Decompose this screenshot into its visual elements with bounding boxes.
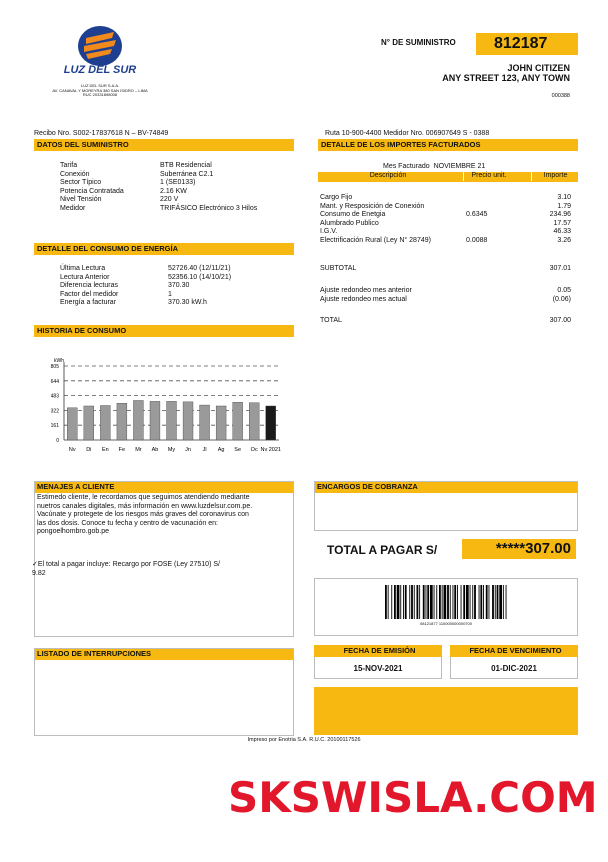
barcode-bar xyxy=(483,585,484,619)
chart-ytick-label: 644 xyxy=(50,378,59,385)
barcode-bar xyxy=(463,585,465,619)
barcode-bar xyxy=(472,585,473,619)
barcode-bar xyxy=(506,585,507,619)
chart-bar xyxy=(233,402,243,440)
barcode-bar xyxy=(499,585,502,619)
barcode-bar xyxy=(495,585,496,619)
issue-date-label: FECHA DE EMISIÓN xyxy=(314,645,442,657)
chart-xtick-label: Ab xyxy=(151,447,159,453)
barcode-bar xyxy=(461,585,462,619)
supply-row-value: TRIFÁSICO Electrónico 3 Hilos xyxy=(160,204,258,212)
chart-ytick-label: 483 xyxy=(50,393,59,400)
collection-title: ENCARGOS DE COBRANZA xyxy=(314,481,578,493)
chart-xtick-label: Nv xyxy=(68,447,76,453)
chart-ytick-label: 0 xyxy=(56,438,59,444)
interruptions-title: LISTADO DE INTERRUPCIONES xyxy=(34,648,294,660)
adjust-prev-label: Ajuste redondeo mes anterior xyxy=(320,287,412,294)
billing-period-value: NOVIEMBRE 21 xyxy=(433,163,486,170)
barcode-bar xyxy=(439,585,441,619)
barcode-bar xyxy=(436,585,437,619)
consumption-row-key: Factor del medidor xyxy=(60,290,119,298)
customer-address: ANY STREET 123, ANY TOWN xyxy=(442,73,570,83)
barcode-bar xyxy=(400,585,401,619)
billing-line-price: 0.6345 xyxy=(466,211,488,219)
chart-xtick-label: Ag xyxy=(217,447,225,453)
barcode-bar xyxy=(474,585,476,619)
customer-code: 000388 xyxy=(551,93,570,99)
supply-row xyxy=(60,196,290,205)
barcode-bar xyxy=(480,585,482,619)
due-date-label: FECHA DE VENCIMIENTO xyxy=(450,645,578,657)
supply-row-key: Potencia Contratada xyxy=(60,187,124,195)
pay-label: TOTAL A PAGAR S/ xyxy=(327,543,438,557)
consumption-row xyxy=(60,299,290,308)
chart-xtick-label: Jl xyxy=(202,447,207,453)
customer-block xyxy=(380,63,570,83)
billing-line-price: 0.0088 xyxy=(466,236,488,244)
consumption-row-value: 370.30 xyxy=(168,282,190,290)
barcode-bar xyxy=(427,585,429,619)
barcode-bar xyxy=(403,585,404,619)
consumption-row-key: Lectura Anterior xyxy=(60,273,110,281)
chart-bar xyxy=(249,403,259,440)
consumption-row xyxy=(60,274,290,283)
barcode-bar xyxy=(492,585,494,619)
interruptions-box xyxy=(34,648,294,736)
chart-bar xyxy=(133,400,143,440)
billing-period xyxy=(383,163,485,172)
billing-line-amount: 234.96 xyxy=(549,211,571,219)
barcode-bar xyxy=(385,585,387,619)
barcode-bar xyxy=(397,585,400,619)
barcode-bar xyxy=(419,585,420,619)
billing-line-desc: Alumbrado Publico xyxy=(320,219,379,227)
chart-ytick-label: 161 xyxy=(50,423,59,430)
billing-line xyxy=(320,220,571,229)
supply-row xyxy=(60,162,290,171)
chart-bar xyxy=(266,406,276,440)
subtotal-label: SUBTOTAL xyxy=(320,265,357,272)
billing-header-amount: Importe xyxy=(531,172,579,181)
supply-details-list xyxy=(60,162,290,214)
barcode-bar xyxy=(423,585,425,619)
consumption-row xyxy=(60,291,290,300)
barcode-bar xyxy=(414,585,415,619)
collection-box xyxy=(314,481,578,531)
chart-bar xyxy=(167,401,177,440)
barcode-bar xyxy=(479,585,480,619)
supply-details-title: DATOS DEL SUMINISTRO xyxy=(34,139,294,151)
history-title: HISTORIA DE CONSUMO xyxy=(34,325,294,337)
chart-xtick-label: Nv 2021 xyxy=(260,447,281,453)
subtotal-value: 307.01 xyxy=(549,265,571,272)
billing-line-amount: 17.57 xyxy=(553,219,571,227)
consumption-row xyxy=(60,265,290,274)
supply-row-key: Sector Típico xyxy=(60,179,102,187)
billing-header-row xyxy=(318,172,578,182)
consumption-row-key: Energía a facturar xyxy=(60,299,117,307)
billing-line-amount: 46.33 xyxy=(553,228,571,236)
billing-total xyxy=(320,317,571,326)
barcode-bar xyxy=(444,585,447,619)
chart-bar xyxy=(84,406,94,440)
barcode-bar xyxy=(454,585,456,619)
barcode xyxy=(385,585,507,621)
pay-amount: *****307.00 xyxy=(462,539,576,559)
chart-bar xyxy=(67,408,77,440)
billing-adjust-curr xyxy=(320,296,571,305)
barcode-bar xyxy=(447,585,449,619)
chart-xtick-label: Oc xyxy=(250,447,258,453)
chart-bar xyxy=(183,402,193,440)
receipt-number: Recibo Nro. S002-17837618 N – BV-74849 xyxy=(34,130,169,137)
billing-line xyxy=(320,237,571,246)
supply-row-value: 220 V xyxy=(160,196,179,204)
barcode-bar xyxy=(457,585,458,619)
total-value: 307.00 xyxy=(549,317,571,324)
barcode-bar xyxy=(391,585,392,619)
consumption-title: DETALLE DEL CONSUMO DE ENERGÍA xyxy=(34,243,294,255)
route-line: Ruta 10-900-4400 Medidor Nro. 006907649 S - 0388 xyxy=(325,130,490,137)
company-logo xyxy=(50,24,150,84)
supply-number: 812187 xyxy=(476,33,578,55)
chart-ytick-label: 322 xyxy=(50,408,59,415)
chart-xtick-label: Fe xyxy=(118,447,126,453)
chart-xtick-label: En xyxy=(101,447,109,453)
chart-ylabel: kWh xyxy=(54,358,64,364)
chart-bar xyxy=(100,406,110,440)
billing-header-description: Descripción xyxy=(369,172,407,179)
supply-row-key: Medidor xyxy=(60,204,86,212)
barcode-bar xyxy=(394,585,396,619)
barcode-bar xyxy=(453,585,454,619)
chart-xtick-label: Jn xyxy=(185,447,191,453)
billing-line-amount: 3.10 xyxy=(557,194,571,201)
chart-ytick-label: 805 xyxy=(50,364,59,370)
billing-line-desc: Consumo de Enetgia xyxy=(320,211,386,219)
watermark: SKSWISLA.COM xyxy=(228,773,598,822)
company-ruc: RUC 20331898008 xyxy=(82,92,118,97)
supply-row-value: Suberránea C2.1 xyxy=(160,170,214,178)
supply-row-key: Tarifa xyxy=(60,162,78,169)
billing-line-amount: 3.26 xyxy=(557,236,571,244)
barcode-bar xyxy=(434,585,435,619)
company-legal-name: LUZ DEL SUR S.A.A. xyxy=(80,83,120,88)
total-label: TOTAL xyxy=(320,317,342,324)
billing-line xyxy=(320,211,571,220)
billing-lines xyxy=(320,194,571,246)
issue-date-value: 15-NOV-2021 xyxy=(353,664,403,673)
supply-row xyxy=(60,171,290,180)
consumption-row-key: Diferencia lecturas xyxy=(60,282,118,290)
billing-line-desc: Mant. y Resposición de Conexión xyxy=(320,202,425,210)
supply-row-key: Nivel Tensión xyxy=(60,196,102,204)
consumption-row-value: 1 xyxy=(168,290,172,298)
supply-row xyxy=(60,179,290,188)
billing-header-price: Precio unit. xyxy=(463,172,514,181)
messages-note: ✓El total a pagar incluye: Recargo por FOSE (Ley 27510) S/ 9.82 xyxy=(32,561,220,577)
supply-row-value: 2.16 KW xyxy=(160,187,187,195)
customer-name: JOHN CITIZEN xyxy=(507,63,570,73)
barcode-bar xyxy=(503,585,504,619)
barcode-bar xyxy=(411,585,413,619)
messages-body: Estimedo cliente, le recordamos que seguimos atendiendo mediante nuetros canales digitales, más información en www.luzdelsur.com.pe. Vacúnate y protegete de los riesgos más graves del coronavirus con las dos dosis. Conoce tu fecha y centro de vacunación en: pongoelhombro.gob.pe xyxy=(37,494,253,536)
yellow-stub xyxy=(314,687,578,735)
supply-row xyxy=(60,188,290,197)
consumption-list xyxy=(60,265,290,308)
adjust-curr-value: (0.06) xyxy=(552,296,571,303)
chart-xtick-label: Mr xyxy=(135,447,142,453)
billing-line xyxy=(320,203,571,212)
billing-title: DETALLE DE LOS IMPORTES FACTURADOS xyxy=(318,139,578,151)
chart-xtick-label: My xyxy=(167,447,176,453)
chart-xtick-label: Se xyxy=(234,447,242,453)
consumption-row-value: 370.30 kW.h xyxy=(168,299,207,307)
barcode-bar xyxy=(430,585,433,619)
billing-subtotal xyxy=(320,265,571,274)
barcode-bar xyxy=(450,585,451,619)
billing-line-desc: I.G.V. xyxy=(320,228,338,236)
chart-bar xyxy=(117,403,127,440)
adjust-prev-value: 0.05 xyxy=(557,287,571,294)
consumption-row-value: 52726.40 (12/11/21) xyxy=(168,265,231,272)
adjust-curr-label: Ajuste redondeo mes actual xyxy=(320,296,407,303)
due-date-value: 01-DIC-2021 xyxy=(491,664,537,673)
billing-line-desc: Cargo Fijo xyxy=(320,194,353,201)
logo-text: LUZ DEL SUR xyxy=(63,64,137,76)
consumption-row-value: 52356.10 (14/10/21) xyxy=(168,273,232,281)
billing-period-label: Mes Facturado xyxy=(383,163,430,170)
barcode-bar xyxy=(497,585,499,619)
chart-bar xyxy=(216,406,226,440)
supply-label: N° DE SUMINISTRO xyxy=(381,38,456,47)
billing-line xyxy=(320,194,571,203)
chart-bar xyxy=(200,405,210,440)
barcode-bar xyxy=(466,585,469,619)
supply-row-key: Conexión xyxy=(60,170,90,178)
barcode-bar xyxy=(426,585,427,619)
chart-xtick-label: Di xyxy=(86,447,92,453)
consumption-row xyxy=(60,282,290,291)
barcode-bar xyxy=(486,585,488,619)
barcode-bar xyxy=(409,585,410,619)
billing-adjust-prev xyxy=(320,287,571,296)
supply-row xyxy=(60,205,290,214)
printer-footer: Impreso por Enotria S.A. R.U.C. 20100117526 xyxy=(247,737,361,743)
supply-row-value: BTB Residencial xyxy=(160,162,212,169)
billing-line xyxy=(320,228,571,237)
company-address: AV. CANAVAL Y MOREYRA 380 SAN ISIDRO – LIMA xyxy=(52,87,148,93)
billing-line-desc: Electrificación Rural (Ley N° 28749) xyxy=(320,236,431,244)
company-info xyxy=(30,84,170,98)
barcode-bar xyxy=(442,585,443,619)
barcode-number: 08121877 110000000000700 xyxy=(420,621,472,626)
barcode-bar xyxy=(405,585,407,619)
billing-line-amount: 1.79 xyxy=(557,202,571,210)
barcode-bar xyxy=(388,585,389,619)
barcode-bar xyxy=(470,585,471,619)
consumption-chart xyxy=(34,352,294,462)
chart-bar xyxy=(150,401,160,440)
messages-title: MENAJES A CLIENTE xyxy=(34,481,294,493)
supply-row-value: 1 (SE0133) xyxy=(160,179,196,187)
barcode-bar xyxy=(489,585,490,619)
barcode-bar xyxy=(417,585,419,619)
consumption-row-key: Última Lectura xyxy=(60,265,106,272)
